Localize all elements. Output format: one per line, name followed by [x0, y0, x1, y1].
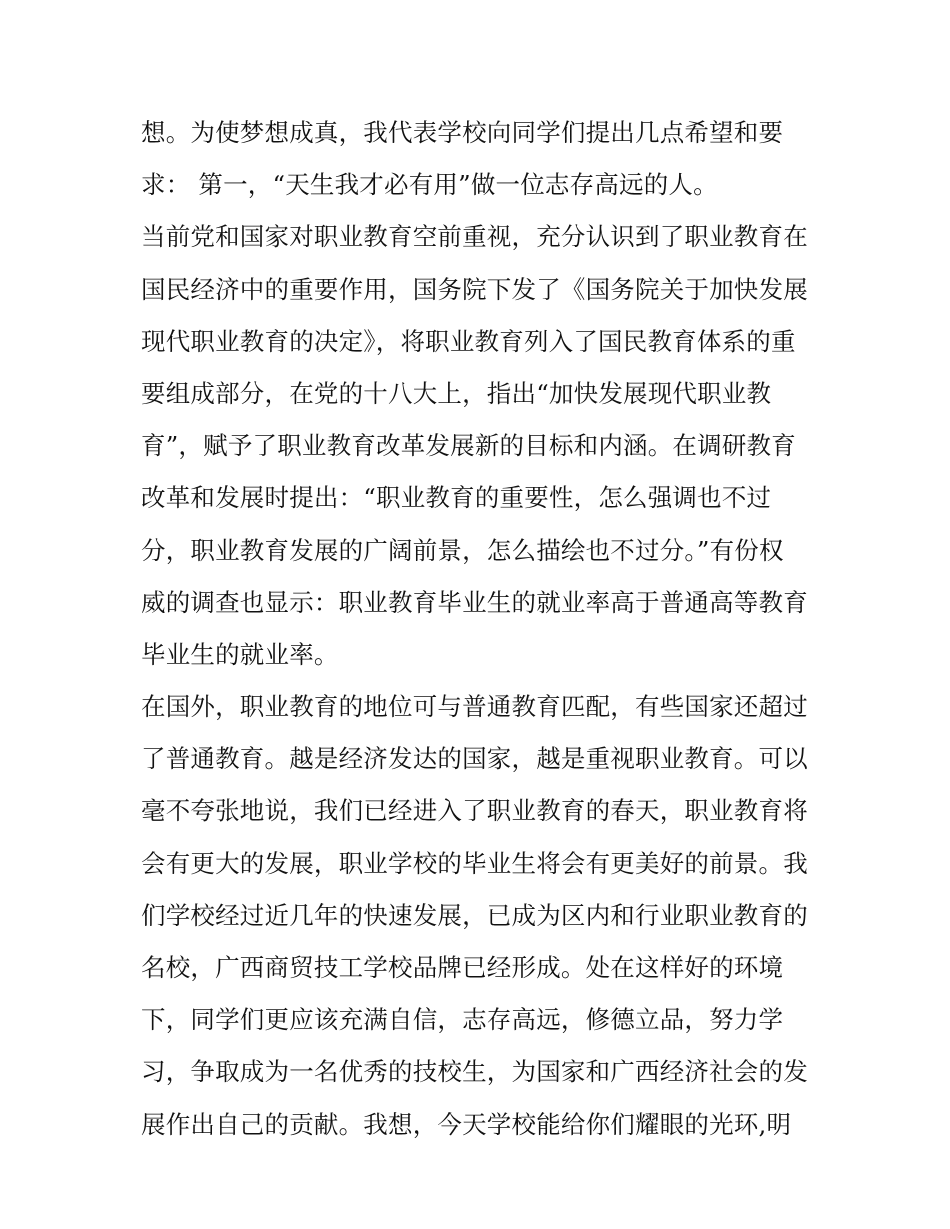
- text-line: 们学校经过近几年的快速发展，已成为区内和行业职业教育的: [141, 900, 808, 930]
- text-line: 求： 第一，“天生我才必有用”做一位志存高远的人。: [141, 170, 718, 200]
- text-line: 改革和发展时提出：“职业教育的重要性，怎么强调也不过: [141, 483, 772, 513]
- text-line: 了普通教育。越是经济发达的国家，越是重视职业教育。可以: [141, 744, 808, 774]
- body-text: [141, 107, 841, 1151]
- text-line: 想。为使梦想成真，我代表学校向同学们提出几点希望和要: [141, 118, 784, 147]
- text-line: 育”，赋予了职业教育改革发展新的目标和内涵。在调研教育: [141, 431, 796, 461]
- text-line: 会有更大的发展，职业学校的毕业生将会有更美好的前景。我: [141, 848, 808, 878]
- text-line: 毕业生的就业率。: [141, 639, 339, 669]
- text-line: 下，同学们更应该充满自信，志存高远，修德立品，努力学: [141, 1005, 784, 1035]
- text-line: 展作出自己的贡献。我想，今天学校能给你们耀眼的光环,明: [141, 1109, 792, 1139]
- text-line: 在国外，职业教育的地位可与普通教育匹配，有些国家还超过: [141, 692, 808, 722]
- text-line: 威的调查也显示：职业教育毕业生的就业率高于普通高等教育: [141, 587, 808, 617]
- text-line: 现代职业教育的决定》，将职业教育列入了国民教育体系的重: [141, 326, 796, 356]
- text-line: 要组成部分，在党的十八大上，指出“加快发展现代职业教: [141, 378, 772, 408]
- text-line: 习，争取成为一名优秀的技校生，为国家和广西经济社会的发: [141, 1057, 808, 1087]
- text-line: 名校，广西商贸技工学校品牌已经形成。处在这样好的环境: [141, 953, 784, 982]
- text-line: 国民经济中的重要作用，国务院下发了《国务院关于加快发展: [141, 274, 808, 304]
- text-line: 毫不夸张地说，我们已经进入了职业教育的春天，职业教育将: [141, 796, 808, 826]
- text-line: 分，职业教育发展的广阔前景，怎么描绘也不过分。”有份权: [141, 535, 784, 565]
- text-line: 当前党和国家对职业教育空前重视，充分认识到了职业教育在: [141, 222, 808, 252]
